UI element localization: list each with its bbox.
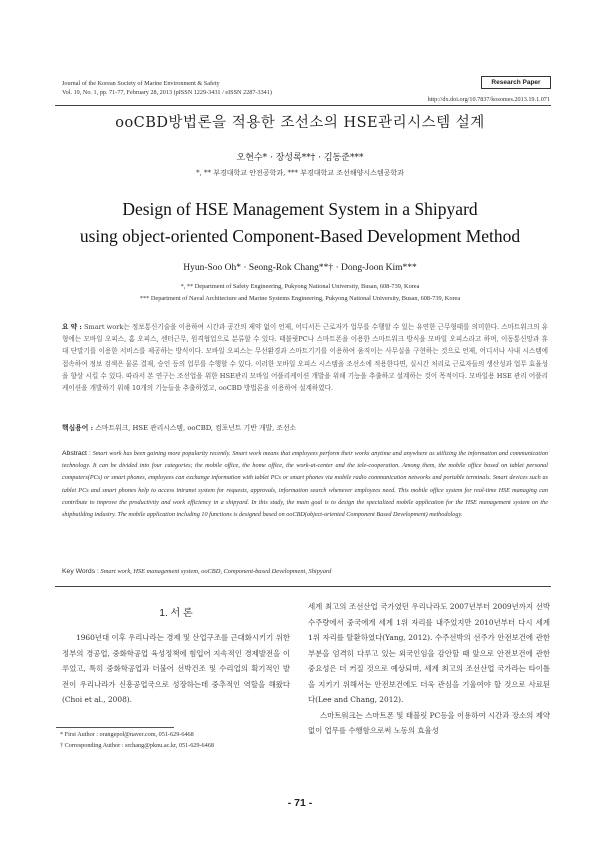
english-abstract: [62, 448, 548, 521]
korean-affiliation: *, ** 부경대학교 안전공학과, *** 부경대학교 조선해양시스템공학과: [196, 169, 404, 177]
english-title-line2: using object-oriented Component-Based Development Method: [79, 226, 521, 246]
body-right-column: [308, 599, 550, 739]
footnote-first-author: * First Author : orangepol@naver.com, 051-629-6468: [60, 731, 194, 738]
page-number: - 71 -: [287, 797, 313, 809]
korean-abstract-text: Smart work는 정보통신기술을 이용하여 시간과 공간의 제약 없이 언제, 어디서든 근로자가 업무를 수행할 수 있는 유연한 근무형태를 의미한다. 스마트워크의 유형에는 모바일 오피스, 홈 오피스, 센터근무, 원격협업으로 분류할 수 있다. 태블릿PC나 스마트폰을 이용한 스마트워크 방식을 모바일 오피스라고 하며, 이동통신망과 휴대 단말기를 이용한 서비스를 제공하는 방식이다. 모바일 오피스는 무선환경과 스마트기기를 이용하여 움직이는 사무실을 구현하는 것으로 언제, 어디서나 사내 시스템에 접속하여 정보 검색은 물론 결재, 승인 등의 업무를 수행할 수 있다. 이러한 모바일 오피스 시스템을 조선소에 적용한다면, 실시간 처리로 근로자들의 생산성과 업무 효율성을 향상 시킬 수 있다. 따라서 본 연구는 조선업을 위한 HSE관리 모바일 어플리케이션 개발을 위해 기능을 추출하고 설계하는 것이 목적이다. 모바일용 HSE 관리 어플리케이션을 개발하기 위해 10개의 기능들을 추출하였고, ooCBD 방법론을 이용하여 설계하였다.: [62, 323, 548, 393]
journal-name: Journal of the Korean Society of Marine Environment & Safety: [62, 80, 220, 87]
body-rule: [55, 586, 551, 587]
korean-keywords-text: 스마트워크, HSE 관리시스템, ooCBD, 컴포넌트 기반 개발, 조선소: [95, 424, 297, 432]
english-abstract-text: Smart work has been gaining more popularity recently. Smart work means that employees perform their works anytime and anywhere as utilizing the information and communication technology. It can be divided into four categories; the mobile office, the home office, the work-at-center and the tele-cooperation. Among them, the mobile office based on tablet personal computers(PCs) or smart phones, employees can exchange information with tablet PCs or smart phones via mobile radio communication networks and portable terminals. Smart devices such as tablet PCs and smart phones help to access intranet system for requests, approvals, information search whenever employees need. This mobile office system for real-time HSE managing can contribute to improve the productivity and work efficiency in a shipyard. In this study, the main goal is to design the specialized mobile application for the HSE management system on the shipbuilding industry. The mobile application including 10 functions is designed based on ooCBD(object-oriented Component Based Development) methodology.: [62, 450, 549, 519]
korean-abstract: [62, 321, 548, 394]
korean-authors: 오현수* · 장성록**† · 김동준***: [236, 153, 364, 163]
footnote-rule: [56, 727, 174, 728]
korean-keywords-label: 핵심용어 :: [62, 424, 94, 432]
section-heading-introduction: 1. 서 론: [159, 608, 193, 619]
header-rule: [55, 105, 551, 106]
english-affiliation-2: *** Department of Naval Architecture and Marine Systems Engineering, Pukyong National University, Busan, 608-739, Korea: [139, 295, 461, 302]
english-abstract-label: Abstract :: [62, 450, 91, 457]
english-keywords-text: Smart work, HSE management system, ooCBD, Component-based Development, Shipyard: [100, 568, 332, 575]
body-right-paragraph-2: 스마트워크는 스마트폰 및 태블릿 PC등을 이용하여 시간과 장소의 제약 없이 업무를 수행함으로써 노동의 효율성: [308, 710, 550, 735]
korean-keywords: [62, 422, 296, 432]
english-affiliation-1: *, ** Department of Safety Engineering, Pukyong National University, Busan, 608-739, Korea: [180, 283, 420, 290]
body-right-paragraph-1: 세계 최고의 조선산업 국가였던 우리나라도 2007년부터 2009년까지 선박 수주량에서 중국에게 세계 1위 자리를 내주었지만 2010년부터 다시 세계 1위 자리를 탈환하였다(Yang, 2012). 수주선박의 선주가 안전보건에 관한 부분을 엄격히 다루고 있는 외국인임을 감안할 때 앞으로 안전보건에 관한 중요성은 더 커질 것으로 예상되며, 세계 최고의 조선산업 국가라는 타이틀을 지키기 위해서는 안전보건에도 더욱 관심을 기울여야 할 것으로 사료된다(Lee and Chang, 2012).: [308, 602, 550, 704]
korean-abstract-label: 요 약 :: [62, 323, 82, 331]
article-type-badge: Research Paper: [481, 76, 551, 89]
english-authors: Hyun-Soo Oh* · Seong-Rok Chang**† · Dong-Joon Kim***: [183, 263, 417, 273]
korean-title: ooCBD방법론을 적용한 조선소의 HSE관리시스템 설계: [115, 115, 485, 131]
english-keywords: [62, 568, 331, 575]
english-title-line1: Design of HSE Management System in a Shipyard: [122, 199, 478, 219]
doi-link[interactable]: http://dx.doi.org/10.7837/kosomes.2013.19.1.071: [427, 96, 550, 103]
footnote-corresponding-author: † Corresponding Author : srchang@pknu.ac.kr, 051-629-6468: [60, 742, 214, 749]
journal-info: [62, 79, 272, 97]
english-title: [0, 196, 600, 250]
english-keywords-label: Key Words :: [62, 568, 99, 575]
journal-volume: Vol. 19, No. 1, pp. 71-77, February 28, 2013 (pISSN 1229-3431 / eISSN 2287-3341): [62, 89, 272, 96]
body-left-paragraph: 1960년대 이후 우리나라는 경제 및 산업구조를 근대화시키기 위한 정부의 경공업, 중화학공업 육성정책에 힘입어 지속적인 경제발전을 이루었고, 특히 중화학공업과 더불어 선박건조 및 수리업의 획기적인 발전이 우리나라가 신흥공업국으로 성장하는데 중추적인 역할을 해왔다(Choi et al., 2008).: [62, 633, 290, 704]
